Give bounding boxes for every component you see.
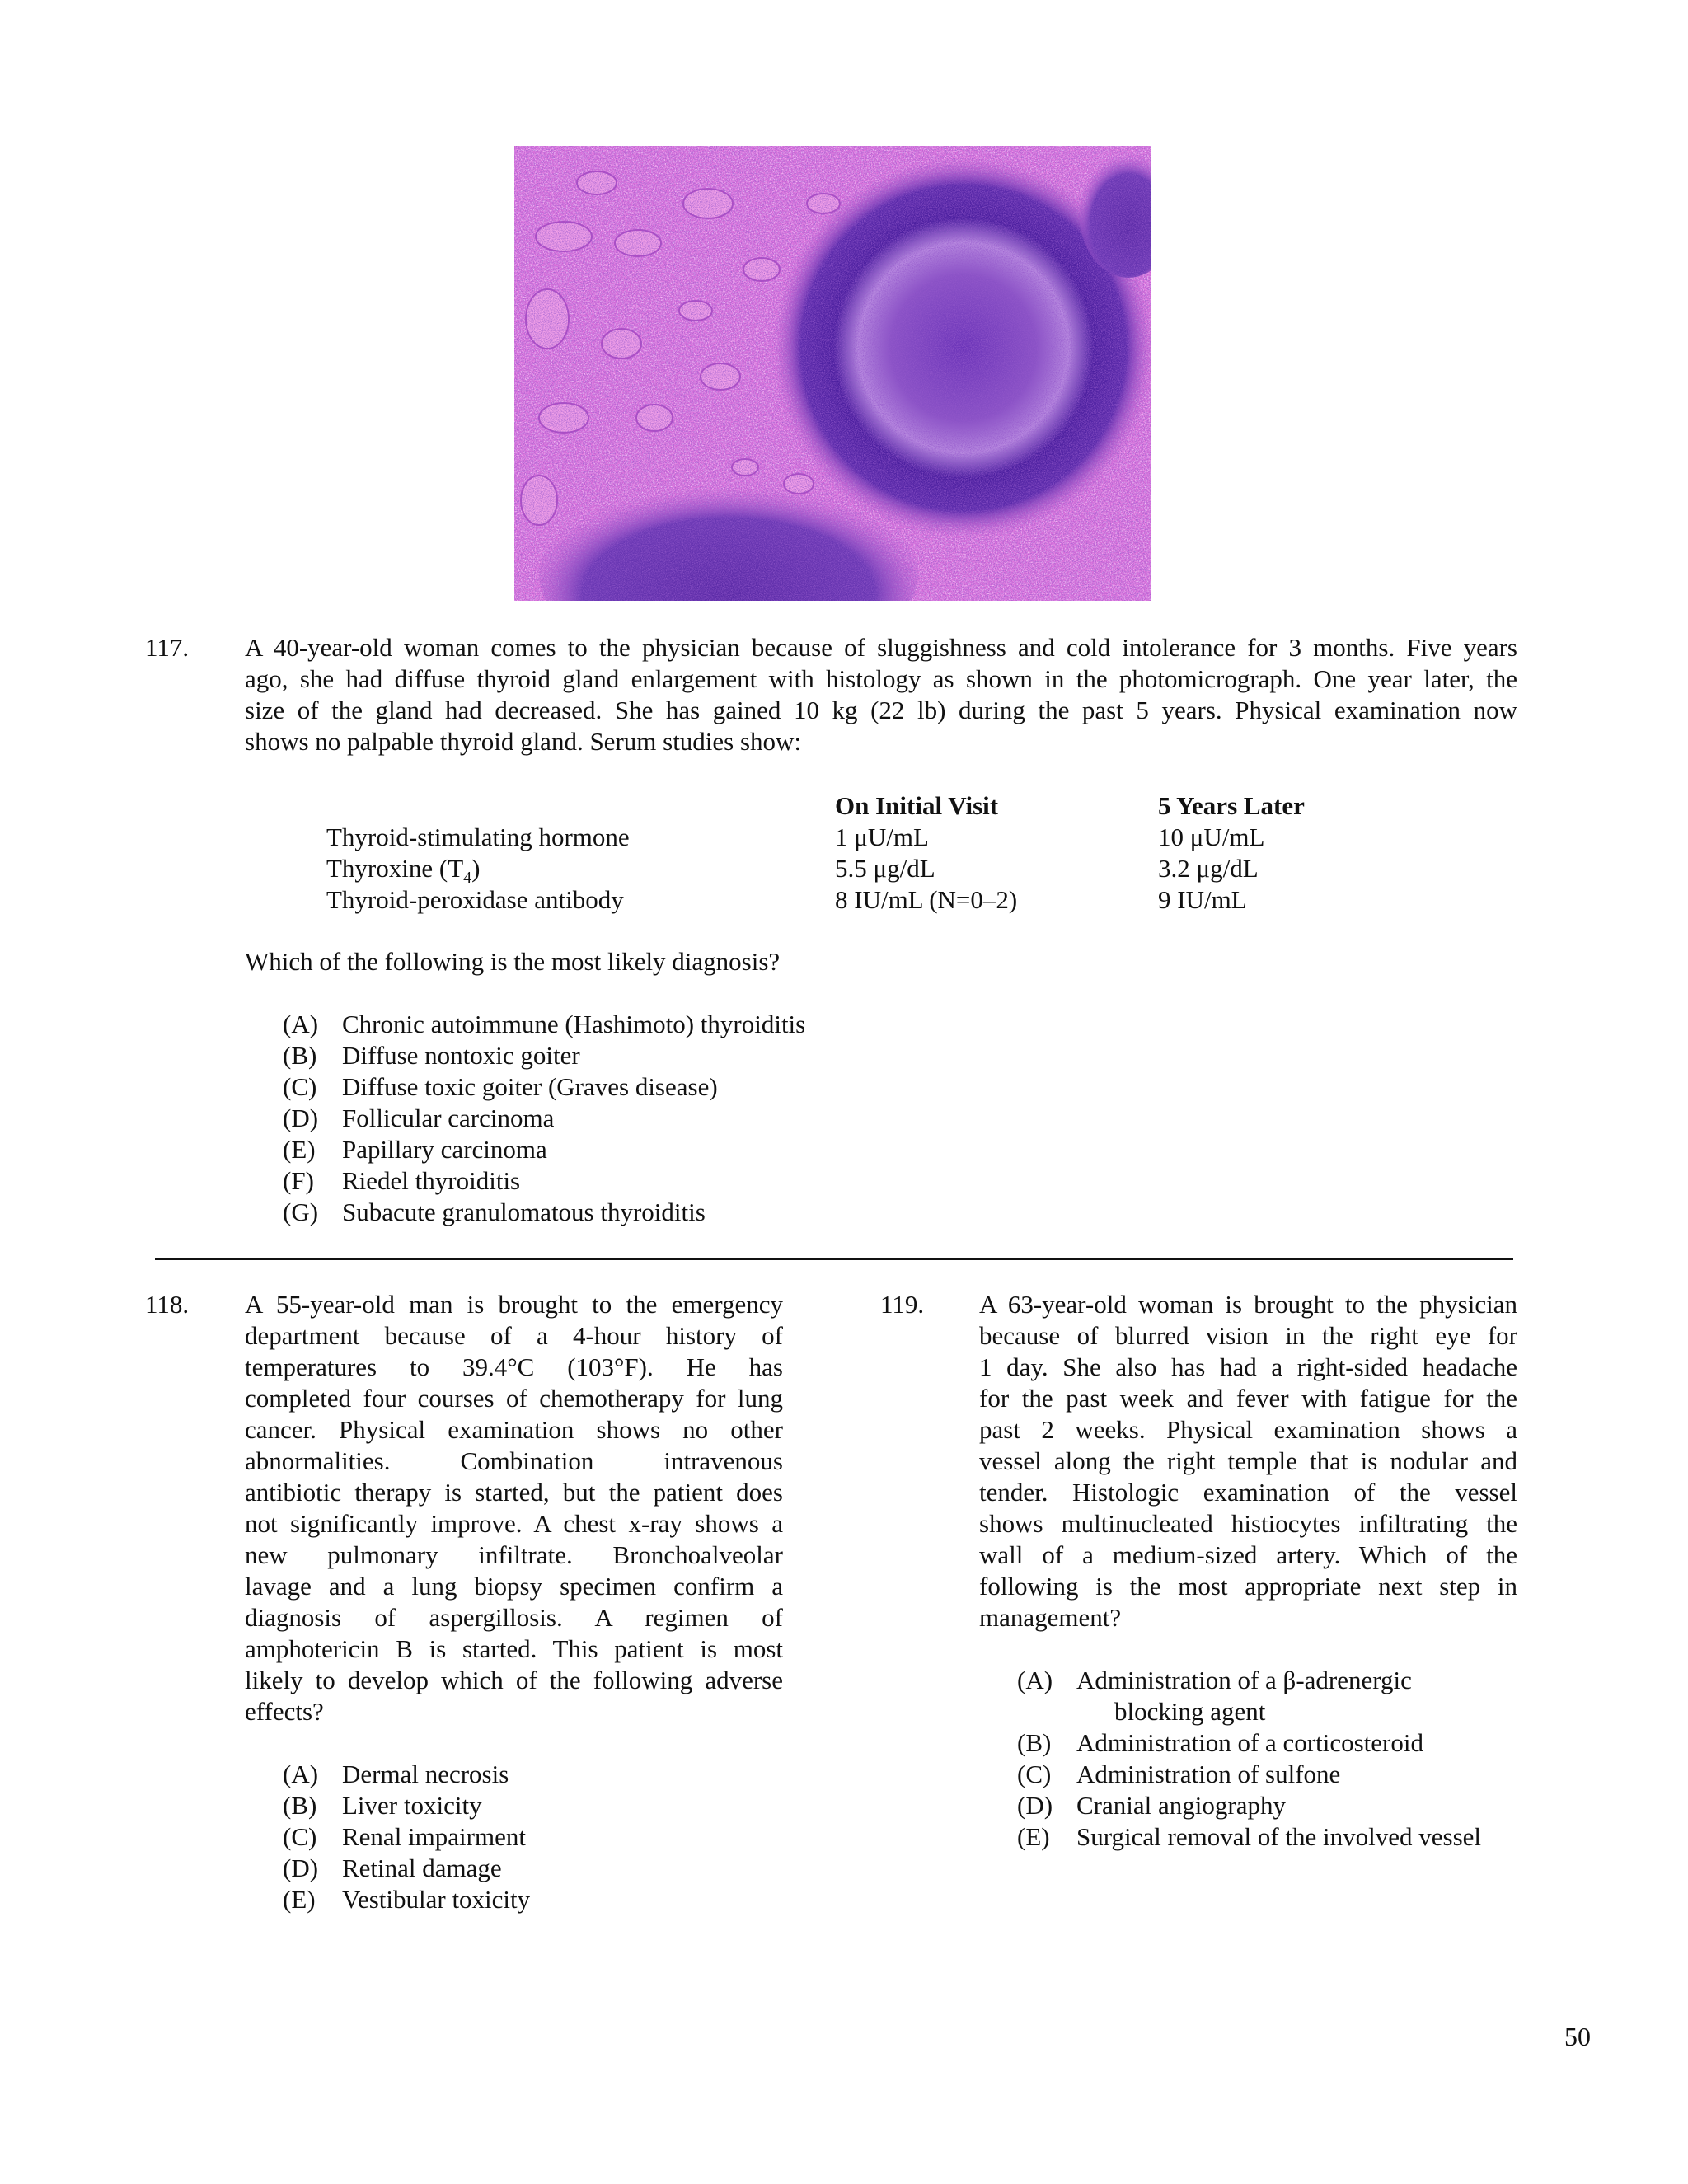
question-119-stem — [979, 1289, 1517, 1633]
question-117-prompt: Which of the following is the most likely diagnosis? — [245, 947, 781, 976]
question-117-stem — [245, 632, 1517, 757]
table-cell-initial: 8 IU/mL (N=0–2) — [835, 885, 1018, 914]
stem-line: shows no palpable thyroid gland. Serum studies show: — [245, 727, 802, 756]
answer-option[interactable]: (D) Retinal damage — [283, 1854, 502, 1882]
section-divider — [155, 1258, 1513, 1260]
question-118-stem — [245, 1289, 783, 1727]
table-cell-later: 3.2 μg/dL — [1158, 854, 1259, 883]
answer-option[interactable]: (E) Papillary carcinoma — [283, 1135, 547, 1164]
table-row-label: Thyroid-peroxidase antibody — [326, 885, 624, 914]
answer-option[interactable]: (E) Vestibular toxicity — [283, 1885, 531, 1914]
answer-option[interactable]: (B) Diffuse nontoxic goiter — [283, 1041, 580, 1070]
stem-line: ago, she had diffuse thyroid gland enlargement with histology as shown in the photomicrograph. One year later, the — [245, 664, 1517, 693]
table-header-later: 5 Years Later — [1158, 791, 1305, 820]
answer-option[interactable]: (C) Administration of sulfone — [1017, 1760, 1341, 1788]
stem-line: new pulmonary infiltrate. Bronchoalveolar — [245, 1540, 783, 1569]
answer-option[interactable]: (E) Surgical removal of the involved vessel — [1017, 1822, 1482, 1851]
stem-line: shows multinucleated histiocytes infiltrating the — [979, 1509, 1517, 1538]
answer-option[interactable]: (A) Dermal necrosis — [283, 1760, 509, 1788]
answer-option[interactable]: (A) Chronic autoimmune (Hashimoto) thyroiditis — [283, 1010, 806, 1038]
answer-option[interactable]: (B) Administration of a corticosteroid — [1017, 1728, 1423, 1757]
stem-line: A 40-year-old woman comes to the physician because of sluggishness and cold intolerance for 3 months. Five years — [245, 633, 1517, 662]
stem-line: wall of a medium-sized artery. Which of the — [979, 1540, 1517, 1569]
answer-option[interactable]: (C) Renal impairment — [283, 1822, 526, 1851]
table-cell-later: 9 IU/mL — [1158, 885, 1247, 914]
thyroid-photomicrograph — [514, 146, 1151, 601]
stem-line: vessel along the right temple that is nodular and — [979, 1446, 1517, 1475]
stem-line: size of the gland had decreased. She has gained 10 kg (22 lb) during the past 5 years. Physical examination now — [245, 696, 1517, 724]
stem-line: diagnosis of aspergillosis. A regimen of — [245, 1603, 783, 1632]
answer-option[interactable]: (G) Subacute granulomatous thyroiditis — [283, 1197, 706, 1226]
stem-line: effects? — [245, 1697, 324, 1726]
question-117-number: 117. — [145, 633, 190, 662]
question-118-number: 118. — [145, 1290, 190, 1319]
stem-line: cancer. Physical examination shows no other — [245, 1415, 783, 1444]
answer-option[interactable]: (D) Follicular carcinoma — [283, 1104, 555, 1132]
table-cell-initial: 1 μU/mL — [835, 823, 929, 851]
stem-line: following is the most appropriate next step in — [979, 1572, 1517, 1601]
stem-line: A 63-year-old woman is brought to the physician — [979, 1290, 1517, 1319]
stem-line: amphotericin B is started. This patient is most — [245, 1634, 783, 1663]
stem-line: antibiotic therapy is started, but the patient does — [245, 1478, 783, 1507]
stem-line: completed four courses of chemotherapy for lung — [245, 1384, 783, 1413]
answer-option-continuation: blocking agent — [1114, 1697, 1266, 1726]
answer-option[interactable]: (D) Cranial angiography — [1017, 1791, 1286, 1820]
stem-line: 1 day. She also has had a right-sided headache — [979, 1352, 1517, 1381]
answer-option[interactable]: (B) Liver toxicity — [283, 1791, 482, 1820]
stem-line: for the past week and fever with fatigue for the — [979, 1384, 1517, 1413]
stem-line: department because of a 4-hour history of — [245, 1321, 783, 1350]
table-cell-later: 10 μU/mL — [1158, 823, 1265, 851]
stem-line: not significantly improve. A chest x-ray shows a — [245, 1509, 783, 1538]
stem-line: management? — [979, 1603, 1122, 1632]
table-cell-initial: 5.5 μg/dL — [835, 854, 935, 883]
table-row-label: Thyroid-stimulating hormone — [326, 823, 630, 851]
question-119-number: 119. — [880, 1290, 925, 1319]
table-header-initial: On Initial Visit — [835, 791, 999, 820]
answer-option[interactable]: (A) Administration of a β-adrenergic — [1017, 1666, 1412, 1694]
table-row-label: Thyroxine $(T_4)$ — [326, 854, 481, 888]
stem-line: A 55-year-old man is brought to the emergency — [245, 1290, 783, 1319]
answer-option[interactable]: (C) Diffuse toxic goiter (Graves disease) — [283, 1072, 718, 1101]
answer-option[interactable]: (F) Riedel thyroiditis — [283, 1166, 521, 1195]
stem-line: likely to develop which of the following adverse — [245, 1666, 783, 1694]
stem-line: tender. Histologic examination of the vessel — [979, 1478, 1517, 1507]
page-number: 50 — [1564, 2022, 1591, 2051]
stem-line: temperatures to 39.4°C (103°F). He has — [245, 1352, 783, 1381]
stem-line: lavage and a lung biopsy specimen confirm a — [245, 1572, 783, 1601]
stem-line: because of blurred vision in the right eye for — [979, 1321, 1517, 1350]
stem-line: past 2 weeks. Physical examination shows a — [979, 1415, 1517, 1444]
stem-line: abnormalities. Combination intravenous — [245, 1446, 783, 1475]
